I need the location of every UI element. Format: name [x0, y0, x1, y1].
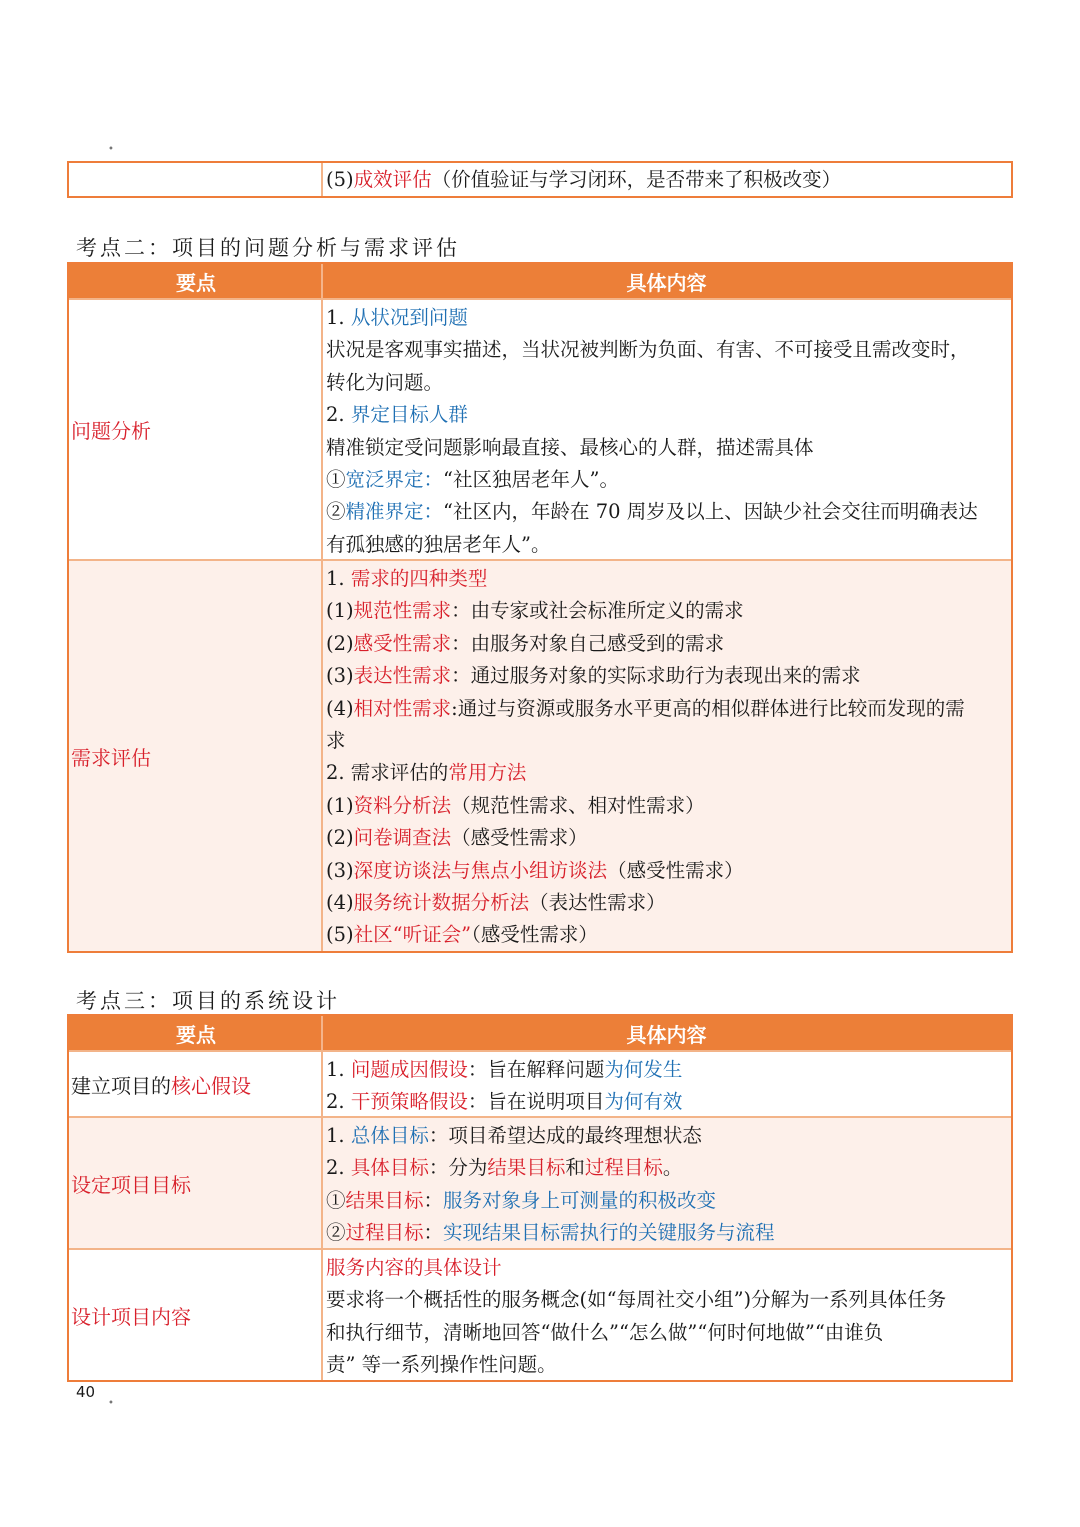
table-header [69, 1016, 1011, 1050]
analysis-table [67, 262, 1013, 953]
design-table [67, 1014, 1013, 1382]
row-key: 设计项目内容 [69, 1250, 323, 1380]
content-cell: 服务内容的具体设计 要求将一个概括性的服务概念(如“每周社交小组”)分解为一系列具体任务 和执行细节，清晰地回答“做什么”“怎么做”“何时何地做”“由谁负 责” 等一系列操作性问题。 [326, 1256, 947, 1377]
row-key: 需求评估 [69, 561, 323, 951]
section-title: 考点三：项目的系统设计 [76, 989, 340, 1013]
continuation-table [67, 161, 1013, 198]
row-key: 建立项目的 核心假设 [69, 1052, 323, 1116]
table-row-hypothesis [69, 1050, 1011, 1116]
scan-dot: • [108, 144, 114, 155]
content-cell: 1. 总体目标：项目希望达成的最终理想状态 2. 具体目标：分为结果目标和过程目标。 ①结果目标：服务对象身上可测量的积极改变 ②过程目标：实现结果目标需执行的关键服务与流程 [326, 1124, 775, 1245]
section-title: 考点二：项目的问题分析与需求评估 [76, 236, 460, 260]
table-row-goals [69, 1116, 1011, 1248]
page-number: 40 [76, 1383, 96, 1401]
table-row [69, 163, 1011, 196]
scan-dot: • [108, 1398, 114, 1409]
header-key: 要点 [69, 264, 323, 298]
content-cell: 1. 从状况到问题 状况是客观事实描述，当状况被判断为负面、有害、不可接受且需改变时， 转化为问题。 2. 界定目标人群 精准锁定受问题影响最直接、最核心的人群，描述需具体 ①宽泛界定：“社区独居老年人”。 ②精准界定：“社区内，年龄在 70 周岁及以上、因缺少社会交往而明确表达 有孤独感的独居老年人”。 [326, 306, 978, 556]
header-content: 具体内容 [626, 1022, 707, 1047]
table-row-problem-analysis [69, 298, 1011, 559]
header-key: 要点 [69, 1016, 323, 1050]
row-key: 问题分析 [69, 300, 323, 559]
content-cell: (5)成效评估（价值验证与学习闭环，是否带来了积极改变） [326, 168, 842, 191]
table-row-content [69, 1248, 1011, 1380]
table-row-needs-assessment [69, 559, 1011, 951]
row-key: 设定项目目标 [69, 1118, 323, 1248]
empty-key-cell [69, 163, 323, 196]
header-content: 具体内容 [626, 270, 707, 295]
content-cell: 1. 需求的四种类型 (1)规范性需求：由专家或社会标准所定义的需求 (2)感受性需求：由服务对象自己感受到的需求 (3)表达性需求：通过服务对象的实际求助行为表现出来的需求 (4)相对性需求:通过与资源或服务水平更高的相似群体进行比较而发现的需 求 2. 需求评估的常用方法 (1)资料分析法（规范性需求、相对性需求） (2)问卷调查法（感受性需求） (3)深度访谈法与焦点小组访谈法（感受性需求） (4)服务统计数据分析法（表达性需求） (5)社区“听证会”（感受性需求） [326, 567, 965, 947]
table-header [69, 264, 1011, 298]
content-cell: 1. 问题成因假设：旨在解释问题为何发生 2. 干预策略假设：旨在说明项目为何有效 [326, 1058, 683, 1114]
